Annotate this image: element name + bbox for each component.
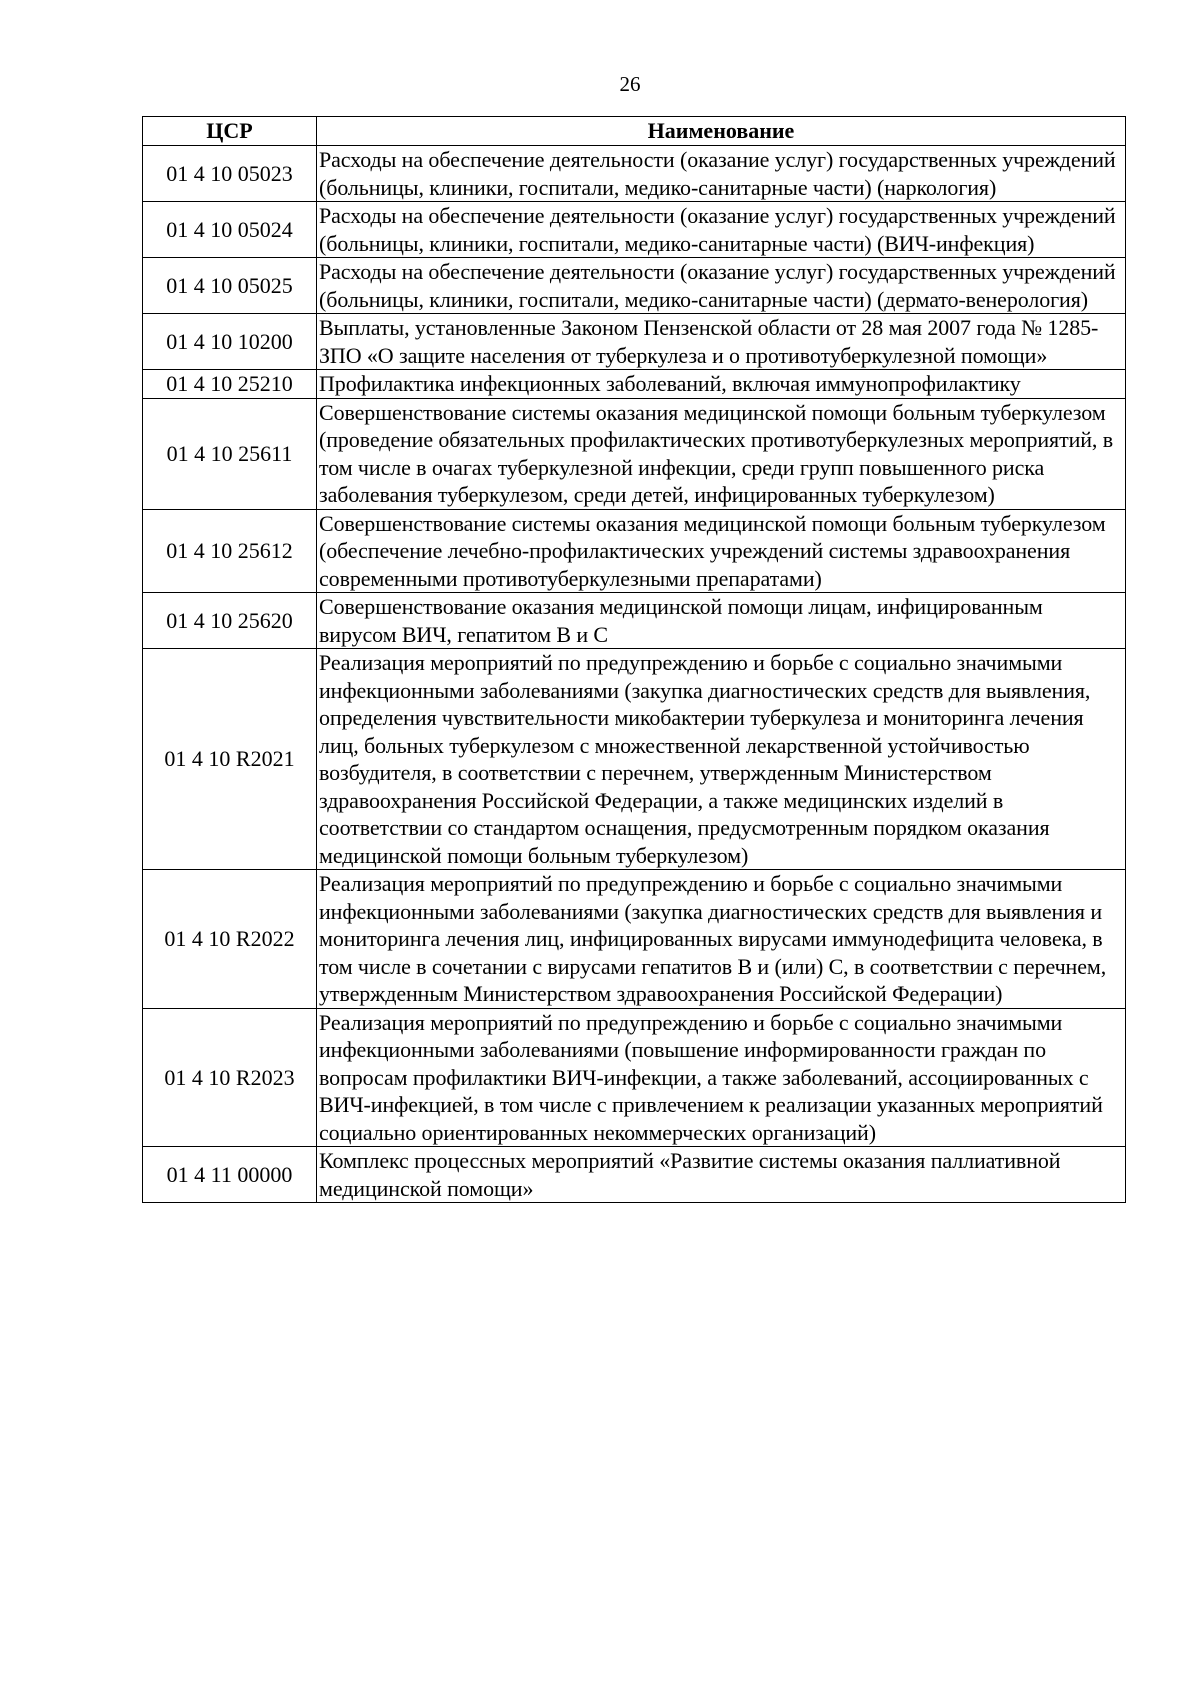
row-code: 01 4 10 05024 bbox=[143, 202, 317, 258]
row-code: 01 4 10 25620 bbox=[143, 593, 317, 649]
table-row bbox=[143, 593, 1126, 649]
table-header bbox=[143, 117, 1126, 146]
table-row bbox=[143, 649, 1126, 870]
row-name: Реализация мероприятий по предупреждению и борьбе с социально значимыми инфекционными заболеваниями (закупка диагностических средств для выявления, определения чувствительности микобактерии туберкулеза и мониторинга лечения лиц, больных туберкулезом с множественной лекарственной устойчивостью возбудителя, в соответствии с перечнем, утвержденным Министерством здравоохранения Российской Федерации, а также медицинских изделий в соответствии со стандартом оснащения, предусмотренным порядком оказания медицинской помощи больным туберкулезом) bbox=[317, 649, 1126, 870]
table-row bbox=[143, 509, 1126, 593]
row-code: 01 4 10 R2021 bbox=[143, 649, 317, 870]
row-name: Комплекс процессных мероприятий «Развитие системы оказания паллиативной медицинской помощи» bbox=[317, 1147, 1126, 1203]
table-row bbox=[143, 370, 1126, 399]
header-row bbox=[143, 117, 1126, 146]
row-code: 01 4 10 05025 bbox=[143, 258, 317, 314]
csr-table bbox=[142, 116, 1126, 1203]
row-code: 01 4 10 R2022 bbox=[143, 870, 317, 1009]
row-name: Расходы на обеспечение деятельности (оказание услуг) государственных учреждений (больницы, клиники, госпитали, медико-санитарные части) (ВИЧ-инфекция) bbox=[317, 202, 1126, 258]
table-body bbox=[143, 146, 1126, 1203]
row-code: 01 4 10 R2023 bbox=[143, 1008, 317, 1147]
row-name: Расходы на обеспечение деятельности (оказание услуг) государственных учреждений (больницы, клиники, госпитали, медико-санитарные части) (дермато-венерология) bbox=[317, 258, 1126, 314]
row-code: 01 4 10 05023 bbox=[143, 146, 317, 202]
table-row bbox=[143, 258, 1126, 314]
row-name: Совершенствование системы оказания медицинской помощи больным туберкулезом (проведение обязательных профилактических противотуберкулезных мероприятий, в том числе в очагах туберкулезной инфекции, среди групп повышенного риска заболевания туберкулезом, среди детей, инфицированных туберкулезом) bbox=[317, 398, 1126, 509]
row-name: Расходы на обеспечение деятельности (оказание услуг) государственных учреждений (больницы, клиники, госпитали, медико-санитарные части) (наркология) bbox=[317, 146, 1126, 202]
table-row bbox=[143, 314, 1126, 370]
table-row bbox=[143, 202, 1126, 258]
table-row bbox=[143, 146, 1126, 202]
row-name: Реализация мероприятий по предупреждению и борьбе с социально значимыми инфекционными заболеваниями (повышение информированности граждан по вопросам профилактики ВИЧ-инфекции, а также заболеваний, ассоциированных с ВИЧ-инфекцией, в том числе с привлечением к реализации указанных мероприятий социально ориентированных некоммерческих организаций) bbox=[317, 1008, 1126, 1147]
row-name: Совершенствование системы оказания медицинской помощи больным туберкулезом (обеспечение лечебно-профилактических учреждений системы здравоохранения современными противотуберкулезными препаратами) bbox=[317, 509, 1126, 593]
row-name: Реализация мероприятий по предупреждению и борьбе с социально значимыми инфекционными заболеваниями (закупка диагностических средств для выявления и мониторинга лечения лиц, инфицированных вирусами иммунодефицита человека, в том числе в сочетании с вирусами гепатитов В и (или) С, в соответствии с перечнем, утвержденным Министерством здравоохранения Российской Федерации) bbox=[317, 870, 1126, 1009]
header-code: ЦСР bbox=[143, 117, 317, 146]
row-name: Профилактика инфекционных заболеваний, включая иммунопрофилактику bbox=[317, 370, 1126, 399]
header-name: Наименование bbox=[317, 117, 1126, 146]
row-name: Совершенствование оказания медицинской помощи лицам, инфицированным вирусом ВИЧ, гепатитом В и С bbox=[317, 593, 1126, 649]
row-code: 01 4 10 25210 bbox=[143, 370, 317, 399]
row-code: 01 4 10 25612 bbox=[143, 509, 317, 593]
page-number: 26 bbox=[619, 72, 641, 96]
row-code: 01 4 11 00000 bbox=[143, 1147, 317, 1203]
row-code: 01 4 10 10200 bbox=[143, 314, 317, 370]
row-code: 01 4 10 25611 bbox=[143, 398, 317, 509]
row-name: Выплаты, установленные Законом Пензенской области от 28 мая 2007 года № 1285-ЗПО «О защите населения от туберкулеза и о противотуберкулезной помощи» bbox=[317, 314, 1126, 370]
table-row bbox=[143, 1008, 1126, 1147]
table-row bbox=[143, 398, 1126, 509]
table-row bbox=[143, 1147, 1126, 1203]
table-row bbox=[143, 870, 1126, 1009]
